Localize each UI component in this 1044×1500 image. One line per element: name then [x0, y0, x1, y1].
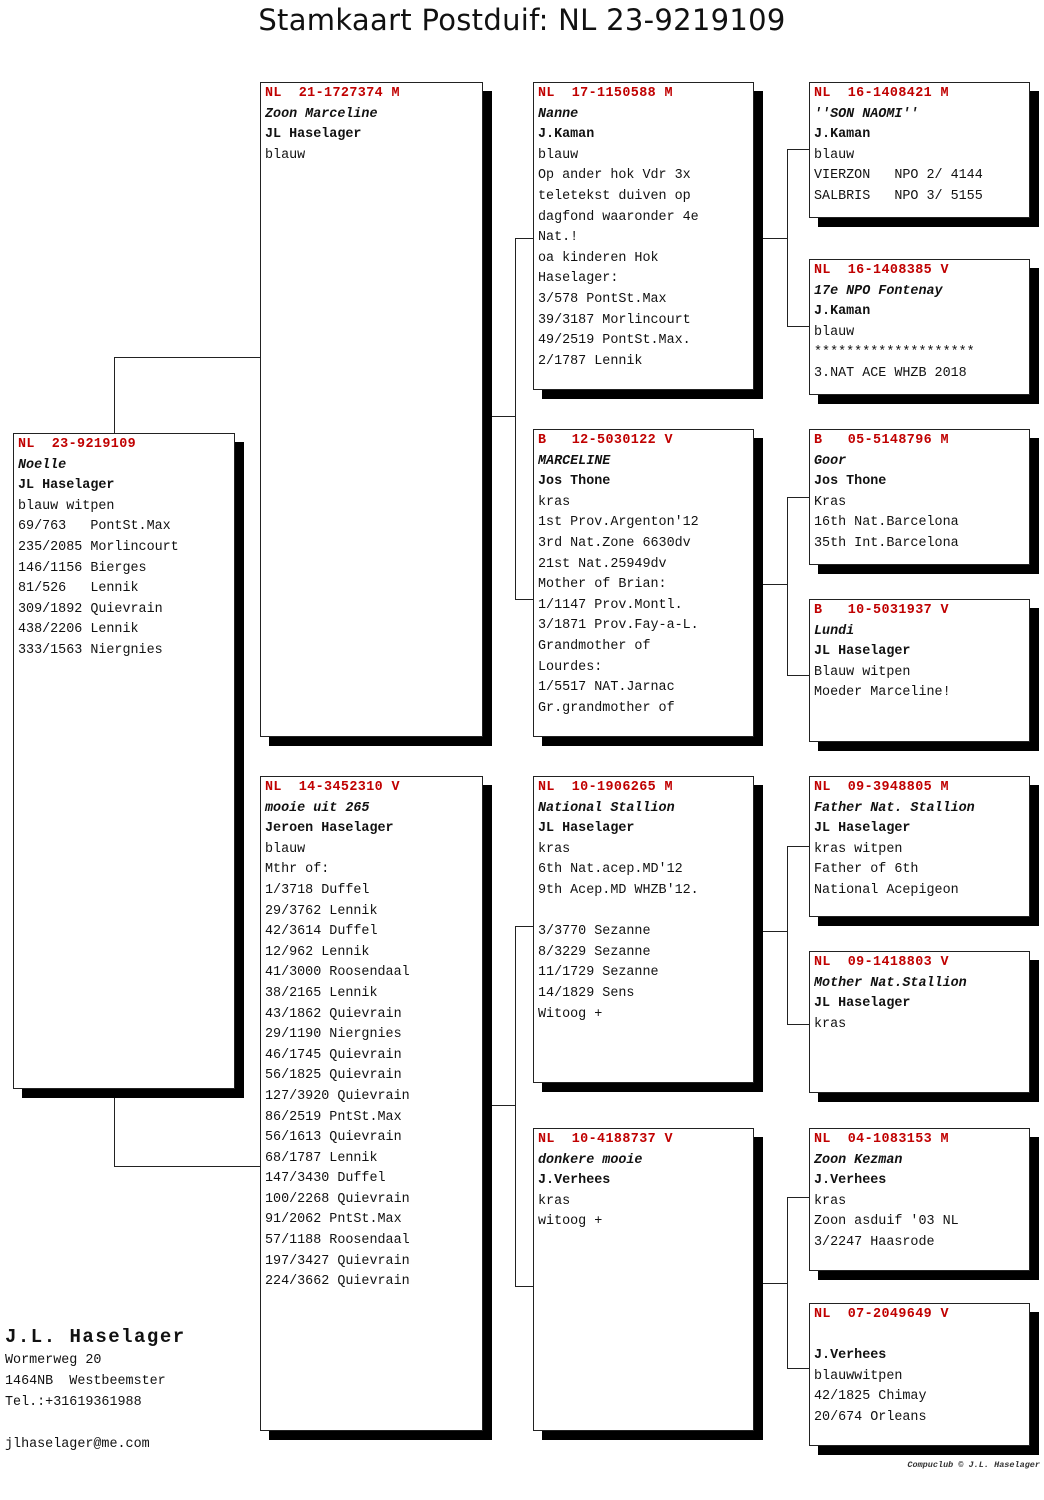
info-line: 38/2165 Lennik	[265, 985, 378, 1001]
info-line: kras	[538, 494, 571, 510]
connector	[787, 326, 809, 327]
pigeon-name: ''SON NAOMI''	[814, 106, 919, 122]
info-line: dagfond waaronder 4e	[538, 209, 699, 225]
ring-number: NL 16-1408421 M	[814, 86, 949, 101]
info-line: 29/3762 Lennik	[265, 903, 378, 919]
info-line: Witoog +	[538, 1006, 603, 1022]
pigeon-card-paternal-grandmother	[533, 429, 754, 737]
info-line: 20/674 Orleans	[814, 1409, 927, 1425]
connector	[515, 926, 533, 927]
breeder-name: JL Haselager	[814, 996, 911, 1012]
ring-number: B 05-5148796 M	[814, 433, 949, 448]
info-line: blauw witpen	[18, 498, 115, 514]
owner-address-block	[5, 1324, 186, 1455]
info-line: Haselager:	[538, 271, 619, 287]
breeder-name: Jeroen Haselager	[265, 821, 394, 837]
info-line: 42/3614 Duffel	[265, 924, 378, 940]
info-line: 9th Acep.MD WHZB'12.	[538, 882, 699, 898]
info-line: 197/3427 Quievrain	[265, 1253, 410, 1269]
connector	[787, 497, 788, 675]
connector	[763, 584, 787, 585]
info-line: 12/962 Lennik	[265, 944, 370, 960]
connector	[515, 238, 516, 599]
breeder-name: J.Verhees	[814, 1348, 887, 1364]
info-line: 235/2085 Morlincourt	[18, 539, 179, 555]
info-line: Moeder Marceline!	[814, 685, 951, 701]
info-line: 69/763 PontSt.Max	[18, 519, 171, 535]
connector	[114, 357, 260, 358]
owner-name: J.L. Haselager	[5, 1326, 186, 1348]
info-line: 1st Prov.Argenton'12	[538, 515, 699, 531]
info-line: 1/3718 Duffel	[265, 882, 370, 898]
info-line: 3/2247 Haasrode	[814, 1234, 935, 1250]
ring-number: NL 04-1083153 M	[814, 1132, 949, 1147]
info-line: kras	[814, 1016, 847, 1032]
info-line: 11/1729 Sezanne	[538, 965, 659, 981]
ring-number: NL 10-1906265 M	[538, 780, 673, 795]
connector	[787, 1024, 809, 1025]
breeder-name: JL Haselager	[265, 127, 362, 143]
pigeon-name: Noelle	[18, 457, 67, 473]
info-line: 438/2206 Lennik	[18, 622, 139, 638]
info-line: kras	[538, 841, 571, 857]
ring-number: NL 10-4188737 V	[538, 1132, 673, 1147]
breeder-name: JL Haselager	[18, 478, 115, 494]
info-line: blauwwitpen	[814, 1368, 903, 1384]
info-line: 68/1787 Lennik	[265, 1150, 378, 1166]
owner-city: 1464NB Westbeemster	[5, 1374, 166, 1389]
info-line: 57/1188 Roosendaal	[265, 1233, 410, 1249]
pigeon-name: MARCELINE	[538, 453, 611, 469]
pigeon-name: Nanne	[538, 106, 579, 122]
info-line	[538, 902, 749, 923]
pigeon-name: mooie uit 265	[265, 800, 370, 816]
info-line: 21st Nat.25949dv	[538, 556, 667, 572]
ring-number: NL 09-1418803 V	[814, 955, 949, 970]
info-line: 86/2519 PntSt.Max	[265, 1109, 402, 1125]
page-title: Stamkaart Postduif: NL 23-9219109	[258, 3, 786, 37]
connector	[787, 149, 809, 150]
breeder-name: J.Verhees	[538, 1173, 611, 1189]
pigeon-name: Father Nat. Stallion	[814, 800, 975, 816]
info-line: 147/3430 Duffel	[265, 1171, 386, 1187]
pigeon-card-paternal-grandfather	[533, 82, 754, 390]
breeder-name: JL Haselager	[538, 821, 635, 837]
pigeon-card-mmf	[809, 1128, 1030, 1271]
connector	[763, 1283, 787, 1284]
breeder-name: J.Verhees	[814, 1173, 887, 1189]
connector	[787, 1368, 809, 1369]
info-line: Op ander hok Vdr 3x	[538, 168, 691, 184]
breeder-name: J.Kaman	[538, 127, 595, 143]
connector	[787, 846, 809, 847]
pigeon-card-mmm	[809, 1303, 1030, 1446]
ring-number: NL 07-2049649 V	[814, 1307, 949, 1322]
info-line: Father of 6th	[814, 862, 919, 878]
connector	[763, 931, 787, 932]
breeder-name: J.Kaman	[814, 127, 871, 143]
pigeon-card-maternal-grandmother	[533, 1128, 754, 1431]
pigeon-card-ffm	[809, 259, 1030, 395]
info-line: 49/2519 PontSt.Max.	[538, 333, 691, 349]
info-line: 8/3229 Sezanne	[538, 944, 651, 960]
pigeon-name: Goor	[814, 453, 847, 469]
info-line: 56/1825 Quievrain	[265, 1068, 402, 1084]
ring-number: NL 14-3452310 V	[265, 780, 400, 795]
info-line: blauw	[814, 147, 855, 163]
ring-number: NL 17-1150588 M	[538, 86, 673, 101]
connector	[763, 238, 787, 239]
info-line: Nat.!	[538, 230, 579, 246]
info-line: Gr.grandmother of	[538, 700, 675, 716]
connector	[787, 675, 809, 676]
info-line: blauw	[265, 147, 306, 163]
info-line: Mother of Brian:	[538, 577, 667, 593]
info-line: 3/578 PontSt.Max	[538, 291, 667, 307]
breeder-name: Jos Thone	[538, 474, 611, 490]
ring-number: NL 16-1408385 V	[814, 263, 949, 278]
connector	[787, 497, 809, 498]
info-line: 6th Nat.acep.MD'12	[538, 862, 683, 878]
info-line: kras witpen	[814, 841, 903, 857]
connector	[515, 1286, 533, 1287]
info-line: ********************	[814, 345, 975, 361]
connector	[114, 1098, 115, 1166]
info-line: 41/3000 Roosendaal	[265, 965, 410, 981]
info-line: VIERZON NPO 2/ 4144	[814, 168, 983, 184]
owner-email: jlhaselager@me.com	[5, 1437, 150, 1452]
info-line: blauw	[265, 841, 306, 857]
pigeon-card-father	[260, 82, 483, 737]
pigeon-name: Lundi	[814, 623, 855, 639]
connector	[787, 149, 788, 326]
pigeon-card-subject	[13, 433, 235, 1089]
info-line: Mthr of:	[265, 862, 330, 878]
info-line: SALBRIS NPO 3/ 5155	[814, 188, 983, 204]
info-line: blauw	[814, 324, 855, 340]
pigeon-card-mother	[260, 776, 483, 1431]
info-line: teletekst duiven op	[538, 188, 691, 204]
pigeon-name	[814, 1326, 1025, 1347]
pigeon-name: Mother Nat.Stallion	[814, 975, 967, 991]
connector	[515, 599, 533, 600]
info-line: National Acepigeon	[814, 882, 959, 898]
info-line: 42/1825 Chimay	[814, 1389, 927, 1405]
pigeon-name: 17e NPO Fontenay	[814, 283, 943, 299]
info-line: kras	[538, 1193, 571, 1209]
info-line: witoog +	[538, 1214, 603, 1230]
info-line: blauw	[538, 147, 579, 163]
info-line: 127/3920 Quievrain	[265, 1088, 410, 1104]
connector	[787, 1197, 809, 1198]
pigeon-name: National Stallion	[538, 800, 675, 816]
connector	[490, 1105, 515, 1106]
connector	[787, 1197, 788, 1368]
info-line: 100/2268 Quievrain	[265, 1191, 410, 1207]
info-line: 3/3770 Sezanne	[538, 924, 651, 940]
copyright-footer: Compuclub © J.L. Haselager	[907, 1460, 1040, 1470]
pigeon-card-fff	[809, 82, 1030, 218]
info-line: 146/1156 Bierges	[18, 560, 147, 576]
info-line: 2/1787 Lennik	[538, 353, 643, 369]
info-line: 29/1190 Niergnies	[265, 1027, 402, 1043]
connector	[515, 926, 516, 1286]
connector	[490, 416, 515, 417]
ring-number: NL 23-9219109	[18, 437, 137, 452]
info-line: 3/1871 Prov.Fay-a-L.	[538, 618, 699, 634]
info-line: 333/1563 Niergnies	[18, 642, 163, 658]
ring-number: B 10-5031937 V	[814, 603, 949, 618]
info-line: 14/1829 Sens	[538, 985, 635, 1001]
info-line: 46/1745 Quievrain	[265, 1047, 402, 1063]
info-line: 35th Int.Barcelona	[814, 535, 959, 551]
info-line: 3rd Nat.Zone 6630dv	[538, 535, 691, 551]
info-line: kras	[814, 1193, 847, 1209]
info-line: 43/1862 Quievrain	[265, 1006, 402, 1022]
info-line: 81/526 Lennik	[18, 581, 139, 597]
info-line: 224/3662 Quievrain	[265, 1274, 410, 1290]
pigeon-card-fmm	[809, 599, 1030, 742]
breeder-name: JL Haselager	[814, 644, 911, 660]
info-line: oa kinderen Hok	[538, 250, 659, 266]
pigeon-name: donkere mooie	[538, 1152, 643, 1168]
info-line: Blauw witpen	[814, 664, 911, 680]
info-line: Kras	[814, 494, 847, 510]
info-line: Zoon asduif '03 NL	[814, 1214, 959, 1230]
ring-number: B 12-5030122 V	[538, 433, 673, 448]
connector	[515, 238, 533, 239]
info-line: 56/1613 Quievrain	[265, 1130, 402, 1146]
connector	[114, 1166, 260, 1167]
info-line: 1/5517 NAT.Jarnac	[538, 680, 675, 696]
info-line: 1/1147 Prov.Montl.	[538, 597, 683, 613]
info-line: 91/2062 PntSt.Max	[265, 1212, 402, 1228]
info-line: 39/3187 Morlincourt	[538, 312, 691, 328]
pigeon-card-mfm	[809, 951, 1030, 1093]
breeder-name: Jos Thone	[814, 474, 887, 490]
info-line: 16th Nat.Barcelona	[814, 515, 959, 531]
pigeon-card-fmf	[809, 429, 1030, 565]
pigeon-card-mff	[809, 776, 1030, 917]
ring-number: NL 09-3948805 M	[814, 780, 949, 795]
breeder-name: J.Kaman	[814, 304, 871, 320]
connector	[114, 357, 115, 435]
pigeon-card-maternal-grandfather	[533, 776, 754, 1083]
info-line: 309/1892 Quievrain	[18, 601, 163, 617]
info-line: Grandmother of	[538, 638, 651, 654]
breeder-name: JL Haselager	[814, 821, 911, 837]
owner-street: Wormerweg 20	[5, 1353, 102, 1368]
pigeon-name: Zoon Kezman	[814, 1152, 903, 1168]
owner-phone: Tel.:+31619361988	[5, 1395, 142, 1410]
info-line: 3.NAT ACE WHZB 2018	[814, 365, 967, 381]
ring-number: NL 21-1727374 M	[265, 86, 400, 101]
info-line: Lourdes:	[538, 659, 603, 675]
connector	[787, 846, 788, 1024]
pigeon-name: Zoon Marceline	[265, 106, 378, 122]
